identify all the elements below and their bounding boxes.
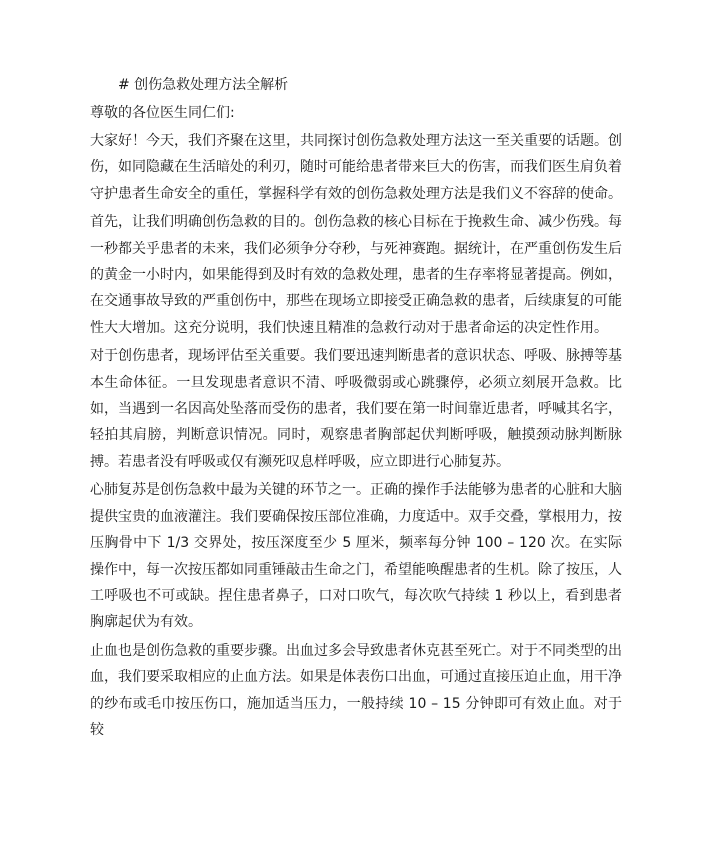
salutation: 尊敬的各位医生同仁们: <box>90 105 235 121</box>
paragraph-greeting: 大家好！今天，我们齐聚在这里，共同探讨创伤急救处理方法这一至关重要的话题。创伤，如同隐藏在生活暗处的利刃，随时可能给患者带来巨大的伤害，而我们医生肩负着守护患者生命安全的重任，掌握科学有效的创伤急救处理方法是我们义不容辞的使命。 <box>90 133 622 202</box>
document-title: # 创伤急救处理方法全解析 <box>118 77 289 93</box>
paragraph-cpr: 心肺复苏是创伤急救中最为关键的环节之一。正确的操作手法能够为患者的心脏和大脑提供宝贵的血液灌注。我们要确保按压部位准确，力度适中。双手交叠，掌根用力，按压胸骨中下 1/3 交界处，按压深度至少 5 厘米，频率每分钟 100 – 120 次。在实际操作中，每一次按压都如同重锤敲击生命之门，希望能唤醒患者的生机。除了按压，人工呼吸也不可或缺。捏住患者鼻子，口对口吹气，每次吹气持续 1 秒以上，看到患者胸廓起伏为有效。 <box>90 482 622 631</box>
document-page <box>90 74 622 745</box>
paragraph-assessment: 对于创伤患者，现场评估至关重要。我们要迅速判断患者的意识状态、呼吸、脉搏等基本生命体征。一旦发现患者意识不清、呼吸微弱或心跳骤停，必须立刻展开急救。比如，当遇到一名因高处坠落而受伤的患者，我们要在第一时间靠近患者，呼喊其名字，轻拍其肩膀，判断意识情况。同时，观察患者胸部起伏判断呼吸，触摸颈动脉判断脉搏。若患者没有呼吸或仅有濒死叹息样呼吸，应立即进行心肺复苏。 <box>90 348 622 470</box>
paragraph-hemostasis: 止血也是创伤急救的重要步骤。出血过多会导致患者休克甚至死亡。对于不同类型的出血，我们要采取相应的止血方法。如果是体表伤口出血，可通过直接压迫止血，用干净的纱布或毛巾按压伤口，施加适当压力，一般持续 10 – 15 分钟即可有效止血。对于较 <box>90 642 622 738</box>
paragraph-purpose: 首先，让我们明确创伤急救的目的。创伤急救的核心目标在于挽救生命、减少伤残。每一秒都关乎患者的未来，我们必须争分夺秒，与死神赛跑。据统计，在严重创伤发生后的黄金一小时内，如果能得到及时有效的急救处理，患者的生存率将显著提高。例如，在交通事故导致的严重创伤中，那些在现场立即接受正确急救的患者，后续康复的可能性大大增加。这充分说明，我们快速且精准的急救行动对于患者命运的决定性作用。 <box>90 214 622 336</box>
